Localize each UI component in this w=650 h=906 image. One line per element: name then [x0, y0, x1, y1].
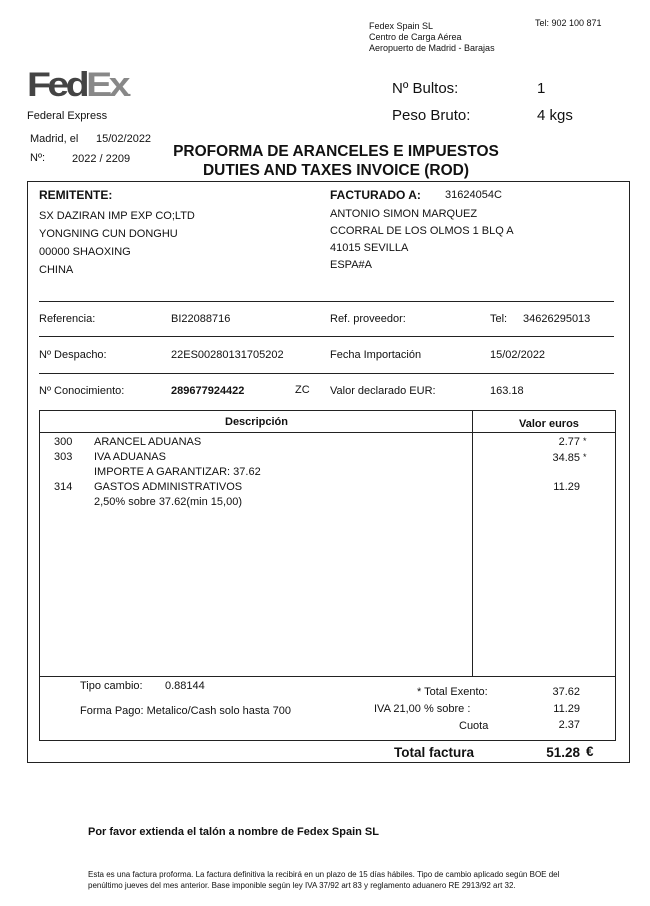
row-value: 34.85 — [552, 452, 580, 464]
row-value: 2.77 — [558, 436, 580, 448]
row-value: 11.29 — [553, 481, 580, 493]
logo-fed: Fed — [27, 66, 87, 104]
company-line3: Aeropuerto de Madrid - Barajas — [369, 43, 495, 53]
remitente-line1: SX DAZIRAN IMP EXP CO;LTD — [39, 210, 195, 222]
page-title — [166, 142, 506, 180]
tel-value: 34626295013 — [523, 313, 591, 325]
facturado-line3: 41015 SEVILLA — [330, 242, 409, 254]
exento-label: * Total Exento: — [417, 686, 488, 698]
table-header-divider — [39, 432, 615, 433]
col-desc-header: Descripción — [225, 416, 288, 428]
facturado-line1: ANTONIO SIMON MARQUEZ — [330, 208, 478, 220]
footer-note-line1: Esta es una factura proforma. La factura definitiva la recibirá en un plazo de 15 días hábiles. Tipo de cambio aplicado según BOE del — [88, 870, 560, 879]
title-line1: PROFORMA DE ARANCELES E IMPUESTOS — [173, 143, 499, 160]
row-desc: IMPORTE A GARANTIZAR: 37.62 — [94, 466, 261, 478]
divider — [39, 301, 614, 302]
despacho-value: 22ES00280131705202 — [171, 349, 284, 361]
company-tel: Tel: 902 100 871 — [535, 18, 602, 28]
remitente-line3: 00000 SHAOXING — [39, 246, 131, 258]
fecha-label: Fecha Importación — [330, 349, 422, 361]
iva-value: 11.29 — [553, 703, 580, 715]
total-value: 51.28 — [546, 745, 580, 760]
referencia-value: BI22088716 — [171, 313, 231, 325]
num-label: Nº: — [30, 152, 46, 164]
fedex-logo — [27, 66, 128, 105]
place-label: Madrid, el — [30, 133, 79, 145]
referencia-label: Referencia: — [39, 313, 96, 325]
summary-divider — [39, 676, 615, 677]
remitente-line2: YONGNING CUN DONGHU — [39, 228, 178, 240]
despacho-label: Nº Despacho: — [39, 349, 107, 361]
peso-value: 4 kgs — [537, 107, 573, 124]
conocimiento-label: Nº Conocimiento: — [39, 385, 125, 397]
row-mark: * — [583, 452, 587, 462]
facturado-line4: ESPA#A — [330, 259, 372, 271]
tipo-cambio-label: Tipo cambio: — [80, 680, 143, 692]
tipo-cambio-value: 0.88144 — [165, 680, 205, 692]
conocimiento-code: ZC — [295, 384, 310, 396]
remitente-label: REMITENTE: — [39, 188, 113, 202]
forma-pago: Forma Pago: Metalico/Cash solo hasta 700 — [80, 705, 291, 717]
conocimiento-value: 289677924422 — [171, 385, 245, 397]
logo-dot: . — [127, 83, 129, 99]
row-desc: GASTOS ADMINISTRATIVOS — [94, 481, 243, 493]
logo-ex: Ex — [86, 66, 128, 104]
currency-symbol: € — [586, 744, 594, 759]
iva-label: IVA 21,00 % sobre : — [374, 703, 471, 715]
fecha-value: 15/02/2022 — [490, 349, 546, 361]
valor-label: Valor declarado EUR: — [330, 385, 436, 397]
remitente-line4: CHINA — [39, 264, 74, 276]
valor-value: 163.18 — [490, 385, 524, 397]
bultos-label: Nº Bultos: — [392, 80, 459, 97]
cuota-value: 2.37 — [558, 719, 580, 731]
tel-label: Tel: — [490, 313, 508, 325]
invoice-number: 2022 / 2209 — [72, 153, 131, 165]
peso-label: Peso Bruto: — [392, 107, 471, 124]
bultos-value: 1 — [537, 80, 546, 97]
divider — [39, 336, 614, 337]
row-mark: * — [583, 436, 587, 446]
talon-note: Por favor extienda el talón a nombre de Fedex Spain SL — [88, 826, 379, 838]
row-code: 303 — [54, 451, 73, 463]
facturado-line2: CCORRAL DE LOS OLMOS 1 BLQ A — [330, 225, 514, 237]
row-code: 300 — [54, 436, 73, 448]
row-desc: ARANCEL ADUANAS — [94, 436, 202, 448]
facturado-id: 31624054C — [445, 189, 502, 201]
company-name: Fedex Spain SL — [369, 21, 434, 31]
exento-value: 37.62 — [552, 686, 580, 698]
footer-note-line2: penúltimo jueves del mes anterior. Base imponible según ley IVA 37/92 art 83 y reglamento aduanero RE 2913/92 art 32. — [88, 881, 516, 890]
division: Federal Express — [27, 110, 108, 122]
divider — [39, 373, 614, 374]
company-line2: Centro de Carga Aérea — [369, 32, 462, 42]
col-val-header: Valor euros — [519, 418, 579, 430]
cuota-label: Cuota — [459, 720, 489, 732]
facturado-label: FACTURADO A: — [330, 188, 421, 202]
row-desc: 2,50% sobre 37.62(min 15,00) — [94, 496, 242, 508]
invoice-date: 15/02/2022 — [96, 133, 152, 145]
title-line2: DUTIES AND TAXES INVOICE (ROD) — [202, 162, 470, 179]
total-label: Total factura — [394, 745, 475, 760]
row-desc: IVA ADUANAS — [94, 451, 166, 463]
row-code: 314 — [54, 481, 73, 493]
ref-proveedor-label: Ref. proveedor: — [330, 313, 406, 325]
column-divider — [472, 410, 473, 676]
